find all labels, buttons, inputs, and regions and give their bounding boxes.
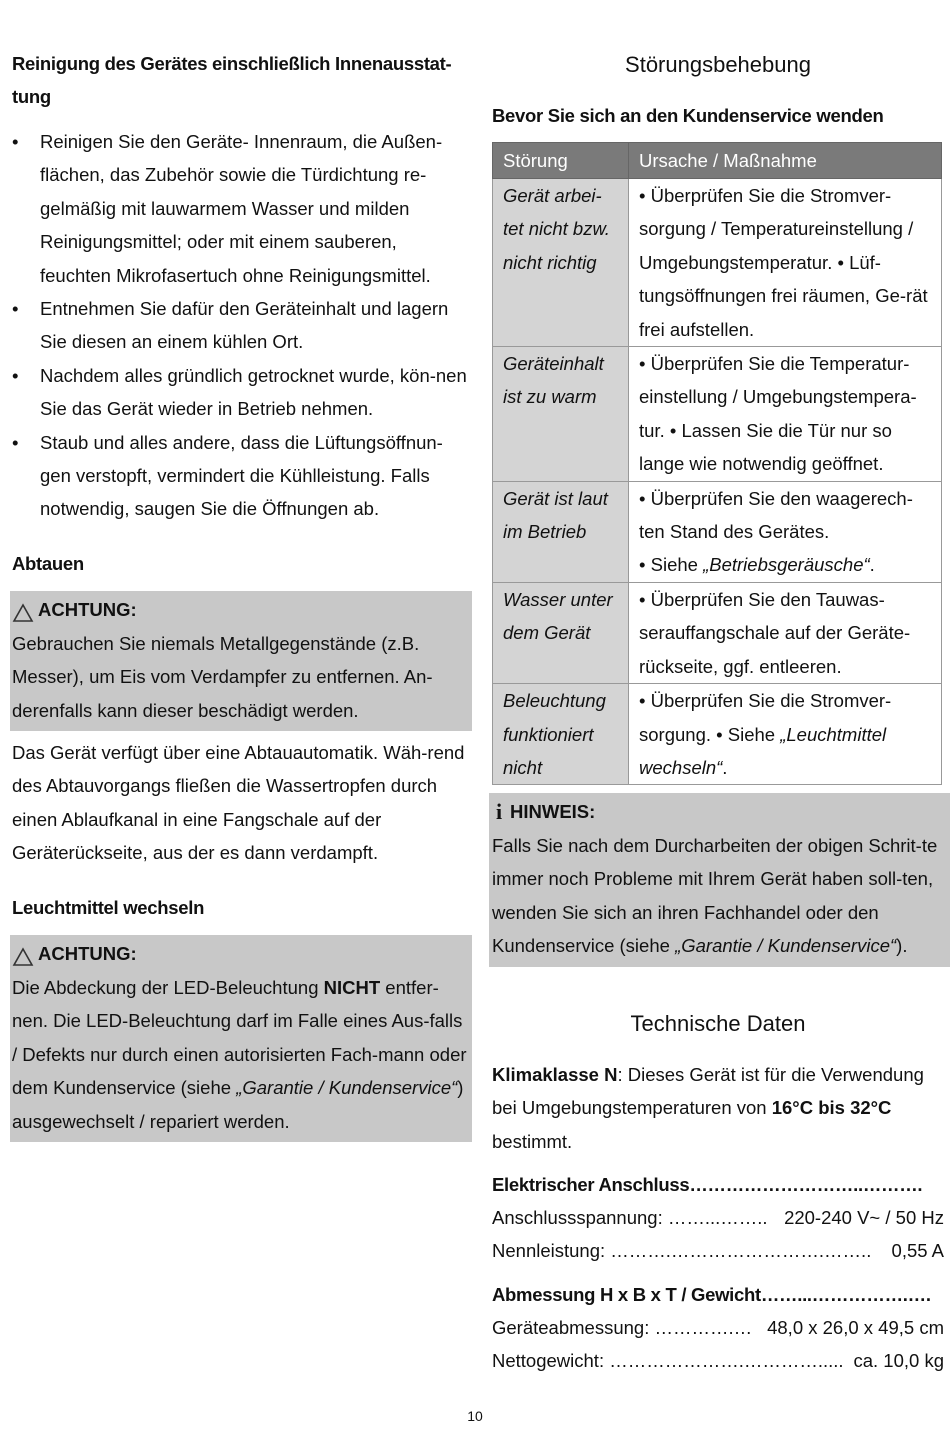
hint-text-part: Falls Sie nach dem Durcharbeiten der obigen Schrit-te immer noch Probleme mit Ihrem Gerät haben soll-ten, wenden Sie sich an ihren Fachhandel oder den Kundenservice (siehe	[492, 835, 938, 957]
action-text	[639, 548, 931, 581]
climate-text-part: : Dieses Gerät ist für die Verwendung bei Umgebungstemperaturen von	[492, 1064, 924, 1119]
cleaning-heading-line1: Reinigung des Gerätes einschließlich Innenausstat-	[12, 53, 452, 74]
action-text-part: .	[869, 554, 875, 576]
temperature-range: 16°C bis 32°C	[771, 1097, 892, 1119]
dimensions-row	[492, 1311, 944, 1344]
climate-class-text	[492, 1058, 944, 1158]
weight-row	[492, 1344, 944, 1377]
voltage-value: 220-240 V~ / 50 Hz	[784, 1207, 944, 1228]
troubleshooting-table	[492, 142, 942, 785]
action-cell	[629, 684, 942, 785]
warning-text: Gebrauchen Sie niemals Metallgegenstände (z.B. Messer), um Eis vom Verdampfer zu entfernen. An-derenfalls kann dieser beschädigt werden.	[12, 633, 433, 721]
warning-text	[12, 971, 470, 1138]
climate-text-part: bestimmt.	[492, 1130, 573, 1152]
tech-data-title: Technische Daten	[630, 1011, 806, 1036]
page-number: 10	[467, 1408, 483, 1424]
action-reference: „Betriebsgeräusche“	[703, 554, 870, 576]
info-icon: i	[495, 799, 503, 824]
list-item: • Staub und alles andere, dass die Lüftungsöffnun-gen verstopft, vermindert die Kühlleistung. Falls notwendig, saugen Sie die Öffnungen ab.	[12, 426, 470, 526]
action-text-part: .	[722, 756, 728, 778]
hint-text	[492, 829, 946, 963]
warning-label: ACHTUNG:	[38, 599, 137, 620]
action-text-part: • Siehe	[639, 554, 704, 576]
power-label: Nennleistung: ……….…………………….……..	[492, 1240, 872, 1261]
troubleshooting-title: Störungsbehebung	[625, 52, 811, 77]
warning-header	[12, 593, 470, 627]
warning-text-reference: „Garantie / Kundenservice“	[236, 1077, 458, 1099]
action-cell: • Überprüfen Sie die Stromver-sorgung / Temperatureinstellung / Umgebungstemperatur. • Lüf-tungsöffnungen frei räumen, Ge-rät frei aufstellen.	[629, 179, 942, 347]
weight-value: ca. 10,0 kg	[853, 1350, 944, 1371]
electrical-heading: Elektrischer Anschluss………………………..……….	[492, 1174, 923, 1195]
warning-text-part: Die Abdeckung der LED-Beleuchtung	[12, 977, 324, 998]
action-cell: • Überprüfen Sie die Temperatur-einstellung / Umgebungstempera-tur. • Lassen Sie die Tür nur so lange wie notwendig geöffnet.	[629, 347, 942, 482]
power-row	[492, 1234, 944, 1267]
table-row	[493, 347, 942, 482]
hint-header	[492, 795, 946, 829]
hint-reference: „Garantie / Kundenservice“	[675, 935, 897, 957]
warning-text-bold: NICHT	[323, 977, 381, 998]
action-text: • Überprüfen Sie den waagerech-ten Stand des Gerätes.	[639, 487, 913, 543]
table-row	[493, 179, 942, 347]
problem-cell: Wasser unter dem Gerät	[493, 582, 629, 683]
table-header-row	[493, 143, 942, 179]
climate-class-label: Klimaklasse N	[492, 1064, 618, 1085]
table-header-problem: Störung	[493, 143, 629, 179]
cleaning-heading	[12, 47, 470, 114]
problem-cell: Geräteinhalt ist zu warm	[493, 347, 629, 482]
weight-label: Nettogewicht: ………………….………….....	[492, 1350, 844, 1371]
problem-cell: Beleuchtung funktioniert nicht	[493, 684, 629, 785]
hint-box	[489, 793, 950, 967]
lamp-heading: Leuchtmittel wechseln	[12, 897, 205, 918]
hint-label: HINWEIS:	[510, 801, 596, 822]
warning-box-defrost	[10, 591, 472, 731]
voltage-row	[492, 1201, 944, 1234]
table-row	[493, 481, 942, 582]
dimensions-heading: Abmessung H x B x T / Gewicht……...…………….….	[492, 1284, 931, 1305]
action-cell	[629, 481, 942, 582]
warning-text-part: entfer-nen. Die LED-Beleuchtung darf im Falle eines Aus-falls / Defekts nur durch einen autorisierten Fach-mann oder dem Kundenservice (siehe	[12, 977, 467, 1099]
list-item: • Nachdem alles gründlich getrocknet wurde, kön-nen Sie das Gerät wieder in Betrieb nehmen.	[12, 359, 470, 426]
list-item: • Entnehmen Sie dafür den Geräteinhalt und lagern Sie diesen an einem kühlen Ort.	[12, 292, 470, 359]
action-text-part: • Überprüfen Sie die Stromver-sorgung. • Siehe	[639, 690, 892, 745]
warning-box-lamp	[10, 935, 472, 1142]
dimensions-label: Geräteabmessung: ………….…	[492, 1317, 753, 1338]
warning-label: ACHTUNG:	[38, 943, 137, 964]
problem-cell: Gerät ist laut im Betrieb	[493, 481, 629, 582]
cleaning-bullet-list	[12, 125, 470, 526]
table-row	[493, 582, 942, 683]
problem-cell: Gerät arbei-tet nicht bzw. nicht richtig	[493, 179, 629, 347]
table-header-action: Ursache / Maßnahme	[629, 143, 942, 179]
cleaning-heading-line2: tung	[12, 86, 51, 108]
table-row	[493, 684, 942, 785]
warning-text-part: ) ausgewechselt / repariert werden.	[12, 1077, 464, 1132]
action-cell: • Überprüfen Sie den Tauwas-serauffangschale auf der Geräte-rückseite, ggf. entleeren.	[629, 582, 942, 683]
defrost-heading: Abtauen	[12, 553, 84, 574]
defrost-text: Das Gerät verfügt über eine Abtauautomatik. Wäh-rend des Abtauvorgangs fließen die Wassertropfen durch einen Ablaufkanal in eine Fangschale auf der Geräterückseite, aus der es dann verdampft.	[12, 742, 465, 864]
dimensions-value: 48,0 x 26,0 x 49,5 cm	[767, 1317, 944, 1338]
troubleshooting-subheading: Bevor Sie sich an den Kundenservice wenden	[492, 105, 884, 126]
hint-text-part: ).	[896, 935, 908, 957]
warning-triangle-icon	[12, 944, 34, 964]
warning-header	[12, 937, 470, 971]
voltage-label: Anschlussspannung: ……...……..	[492, 1207, 768, 1228]
warning-triangle-icon	[12, 600, 34, 620]
list-item: • Reinigen Sie den Geräte- Innenraum, die Außen-flächen, das Zubehör sowie die Türdichtung re-gelmäßig mit lauwarmem Wasser und milden Reinigungsmittel; oder mit einem sauberen, feuchten Mikrofasertuch ohne Reinigungsmittel.	[12, 125, 470, 292]
power-value: 0,55 A	[891, 1240, 944, 1261]
action-reference: „Leuchtmittel wechseln“	[639, 723, 887, 778]
